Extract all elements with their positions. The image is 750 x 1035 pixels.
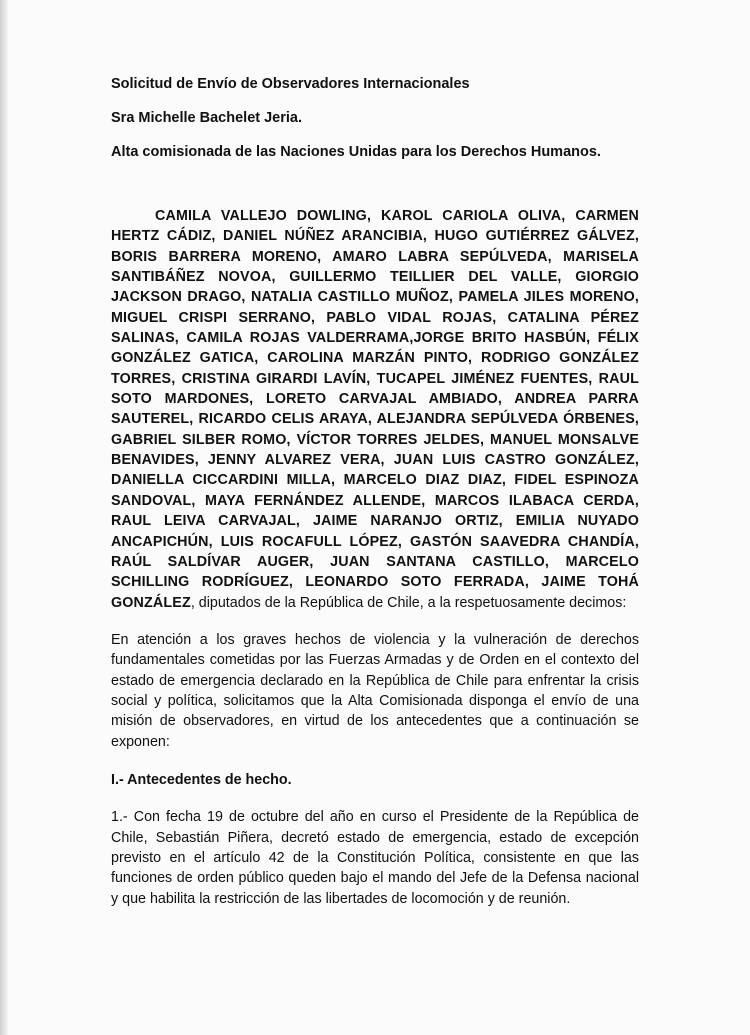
request-paragraph: En atención a los graves hechos de violencia y la vulneración de derechos fundamentales cometidas por las Fuerzas Armadas y de Orden en el contexto del estado de emergencia declarado en la República de Chile para enfrentar la crisis social y política, solicitamos que la Alta Comisionada disponga el envío de una misión de observadores, en virtud de los antecedentes que a continuación se exponen: [111,631,639,750]
signatories-paragraph [111,206,639,613]
signatories-suffix: , diputados de la República de Chile, a la respetuosamente decimos: [190,594,627,611]
addressee-role: Alta comisionada de las Naciones Unidas para los Derechos Humanos. [111,144,601,160]
document-title: Solicitud de Envío de Observadores Internacionales [111,76,470,92]
antecedent-item-1: 1.- Con fecha 19 de octubre del año en curso el Presidente de la República de Chile, Sebastián Piñera, decretó estado de emergencia, estado de excepción previsto en el artículo 42 de la Constitución Política, consistente en que las funciones de orden público queden bajo el mando del Jefe de la Defensa nacional y que habilita la restricción de las libertades de locomoción y de reunión. [111,809,639,907]
signatories-names: CAMILA VALLEJO DOWLING, KAROL CARIOLA OLIVA, CARMEN HERTZ CÁDIZ, DANIEL NÚÑEZ ARANCIBIA, HUGO GUTIÉRREZ GÁLVEZ, BORIS BARRERA MORENO, AMARO LABRA SEPÚLVEDA, MARISELA SANTIBÁÑEZ NOVOA, GUILLERMO TEILLIER DEL VALLE, GIORGIO JACKSON DRAGO, NATALIA CASTILLO MUÑOZ, PAMELA JILES MORENO, MIGUEL CRISPI SERRANO, PABLO VIDAL ROJAS, CATALINA PÉREZ SALINAS, CAMILA ROJAS VALDERRAMA,JORGE BRITO HASBÚN, FÉLIX GONZÁLEZ GATICA, CAROLINA MARZÁN PINTO, RODRIGO GONZÁLEZ TORRES, CRISTINA GIRARDI LAVÍN, TUCAPEL JIMÉNEZ FUENTES, RAUL SOTO MARDONES, LORETO CARVAJAL AMBIADO, ANDREA PARRA SAUTEREL, RICARDO CELIS ARAYA, ALEJANDRA SEPÚLVEDA ÓRBENES, GABRIEL SILBER ROMO, VÍCTOR TORRES JELDES, MANUEL MONSALVE BENAVIDES, JENNY ALVAREZ VERA, JUAN LUIS CASTRO GONZÁLEZ, DANIELLA CICCARDINI MILLA, MARCELO DIAZ DIAZ, FIDEL ESPINOZA SANDOVAL, MAYA FERNÁNDEZ ALLENDE, MARCOS ILABACA CERDA, RAUL LEIVA CARVAJAL, JAIME NARANJO ORTIZ, EMILIA NUYADO ANCAPICHÚN, LUIS ROCAFULL LÓPEZ, GASTÓN SAAVEDRA CHANDÍA, RAÚL SALDÍVAR AUGER, JUAN SANTANA CASTILLO, MARCELO SCHILLING RODRÍGUEZ, LEONARDO SOTO FERRADA, JAIME TOHÁ GONZÁLEZ [111,208,639,611]
document-body [111,206,639,909]
section-title: I.- Antecedentes de hecho. [111,771,292,788]
addressee: Sra Michelle Bachelet Jeria. [111,110,303,126]
page-edge-shadow [0,0,8,1035]
